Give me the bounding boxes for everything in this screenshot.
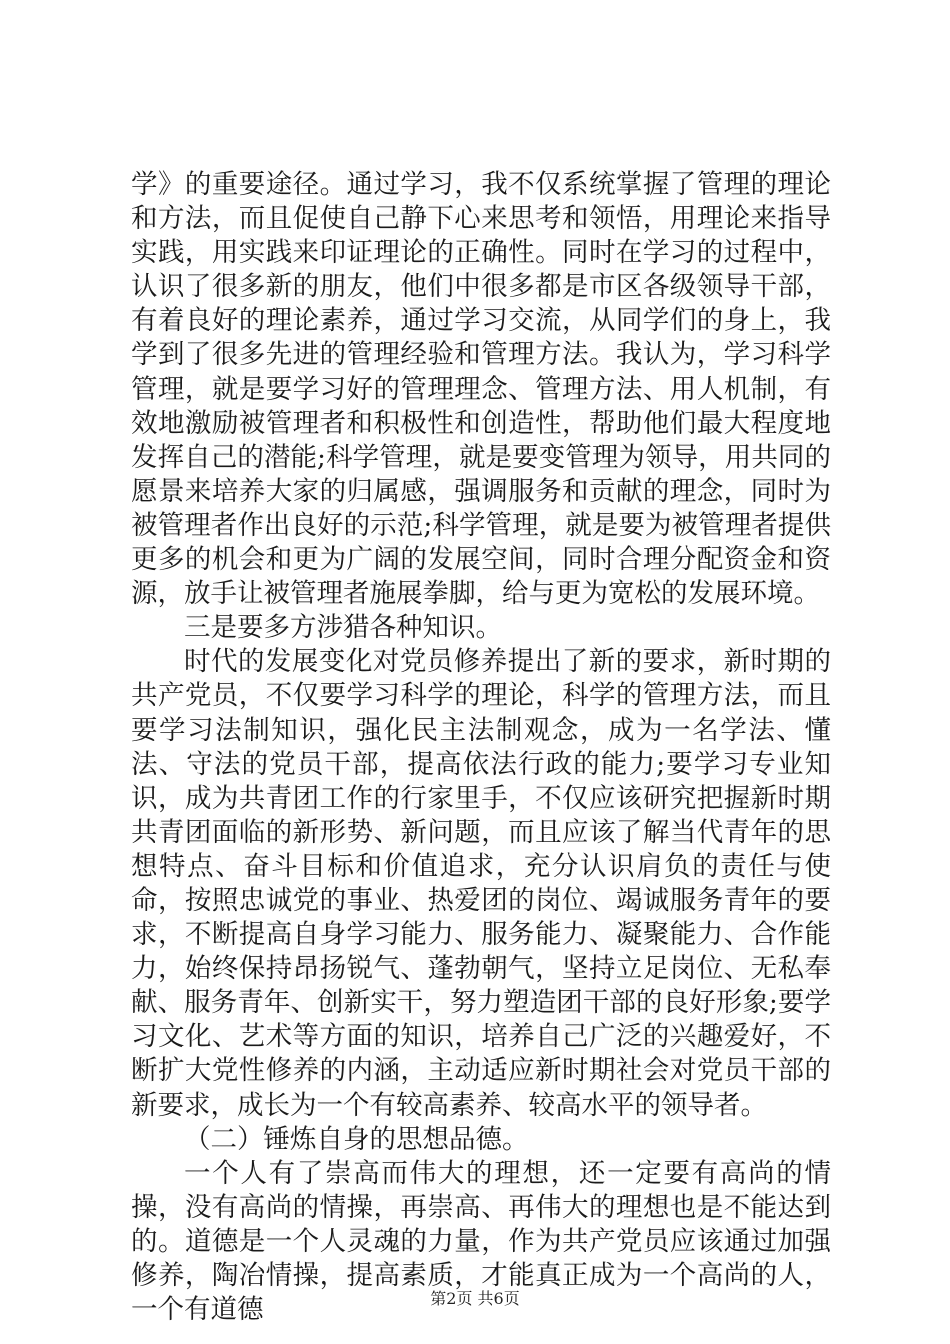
- paragraph-heading-three: 三是要多方涉猎各种知识。: [184, 612, 502, 644]
- document-body: [131, 168, 831, 1327]
- paragraph-morality: 一个人有了崇高而伟大的理想，还一定要有高尚的情操，没有高尚的情操，再崇高、再伟大的理想也是不能达到的。道德是一个人灵魂的力量，作为共产党员应该通过加强修养，陶冶情操，提高素质，才能真正成为一个高尚的人，一个有道德: [131, 1157, 831, 1326]
- section-heading-two: （二）锤炼自身的思想品德。: [184, 1123, 529, 1155]
- paragraph-continuation: 学》的重要途径。通过学习，我不仅系统掌握了管理的理论和方法，而且促使自己静下心来思考和领悟，用理论来指导实践，用实践来印证理论的正确性。同时在学习的过程中，认识了很多新的朋友，他们中很多都是市区各级领导干部，有着良好的理论素养，通过学习交流，从同学们的身上，我学到了很多先进的管理经验和管理方法。我认为，学习科学管理，就是要学习好的管理理念、管理方法、用人机制，有效地激励被管理者和积极性和创造性，帮助他们最大程度地发挥自己的潜能;科学管理，就是要变管理为领导，用共同的愿景来培养大家的归属感，强调服务和贡献的理念，同时为被管理者作出良好的示范;科学管理，就是要为被管理者提供更多的机会和更为广阔的发展空间，同时合理分配资金和资源，放手让被管理者施展拳脚，给与更为宽松的发展环境。: [131, 169, 831, 610]
- paragraph-knowledge: 时代的发展变化对党员修养提出了新的要求，新时期的共产党员，不仅要学习科学的理论，科学的管理方法，而且要学习法制知识，强化民主法制观念，成为一名学法、懂法、守法的党员干部，提高依法行政的能力;要学习专业知识，成为共青团工作的行家里手，不仅应该研究把握新时期共青团面临的新形势、新问题，而且应该了解当代青年的思想特点、奋斗目标和价值追求，充分认识肩负的责任与使命，按照忠诚党的事业、热爱团的岗位、竭诚服务青年的要求，不断提高自身学习能力、服务能力、凝聚能力、合作能力，始终保持昂扬锐气、蓬勃朝气，坚持立足岗位、无私奉献、服务青年、创新实干，努力塑造团干部的良好形象;要学习文化、艺术等方面的知识，培养自己广泛的兴趣爱好，不断扩大党性修养的内涵，主动适应新时期社会对党员干部的新要求，成长为一个有较高素养、较高水平的领导者。: [131, 646, 831, 1121]
- page-number-footer: 第2页 共6页: [430, 1289, 520, 1308]
